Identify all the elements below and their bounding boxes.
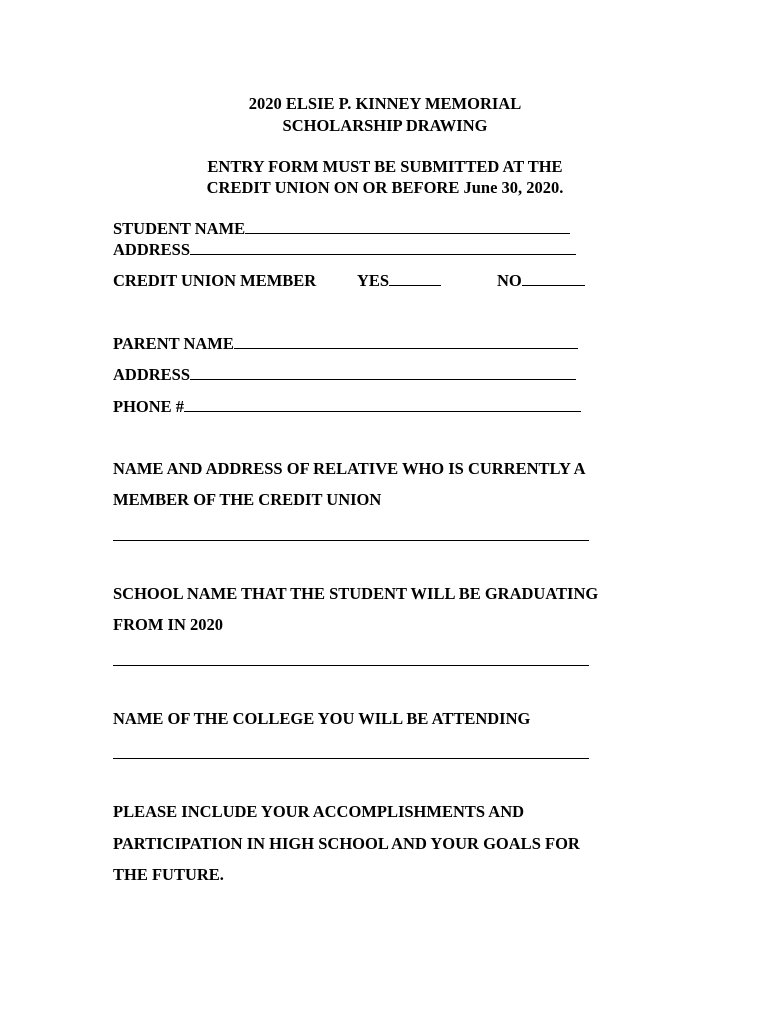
school-answer-field[interactable] [113, 651, 589, 666]
college-answer-field[interactable] [113, 744, 589, 759]
accomplishments-prompt-line-2: PARTICIPATION IN HIGH SCHOOL AND YOUR GOALS FOR [113, 834, 580, 853]
student-name-row [113, 219, 570, 239]
relative-prompt-line-1: NAME AND ADDRESS OF RELATIVE WHO IS CURRENTLY A [113, 459, 586, 478]
submission-notice-line-2: CREDIT UNION ON OR BEFORE June 30, 2020. [206, 178, 564, 197]
parent-address-label: ADDRESS [113, 365, 191, 384]
relative-prompt-line-2: MEMBER OF THE CREDIT UNION [113, 490, 382, 509]
member-yes-field[interactable] [389, 271, 441, 286]
student-name-label: STUDENT NAME [113, 219, 246, 238]
accomplishments-prompt-line-3: THE FUTURE. [113, 865, 224, 884]
member-no-row [497, 271, 585, 291]
accomplishments-prompt-line-1: PLEASE INCLUDE YOUR ACCOMPLISHMENTS AND [113, 802, 525, 821]
submission-notice-line-1: ENTRY FORM MUST BE SUBMITTED AT THE [207, 157, 563, 176]
student-address-row [113, 240, 576, 260]
form-title-line-1: 2020 ELSIE P. KINNEY MEMORIAL [248, 94, 522, 113]
parent-name-field[interactable] [234, 334, 578, 349]
student-address-label: ADDRESS [113, 240, 191, 259]
school-prompt-line-2: FROM IN 2020 [113, 615, 223, 634]
student-name-field[interactable] [245, 219, 570, 234]
parent-address-field[interactable] [190, 365, 576, 380]
parent-name-row [113, 334, 578, 354]
parent-address-row [113, 365, 576, 385]
member-yes-row [357, 271, 441, 291]
school-prompt-line-1: SCHOOL NAME THAT THE STUDENT WILL BE GRADUATING [113, 584, 599, 603]
student-address-field[interactable] [190, 240, 576, 255]
phone-field[interactable] [184, 397, 581, 412]
member-no-label: NO [497, 271, 522, 290]
member-no-field[interactable] [522, 271, 585, 286]
credit-union-member-label: CREDIT UNION MEMBER [113, 271, 317, 290]
college-prompt: NAME OF THE COLLEGE YOU WILL BE ATTENDING [113, 709, 531, 728]
parent-name-label: PARENT NAME [113, 334, 234, 353]
member-yes-label: YES [357, 271, 390, 290]
form-title-line-2: SCHOLARSHIP DRAWING [282, 116, 488, 135]
relative-answer-field[interactable] [113, 526, 589, 541]
phone-label: PHONE # [113, 397, 185, 416]
phone-row [113, 397, 581, 417]
